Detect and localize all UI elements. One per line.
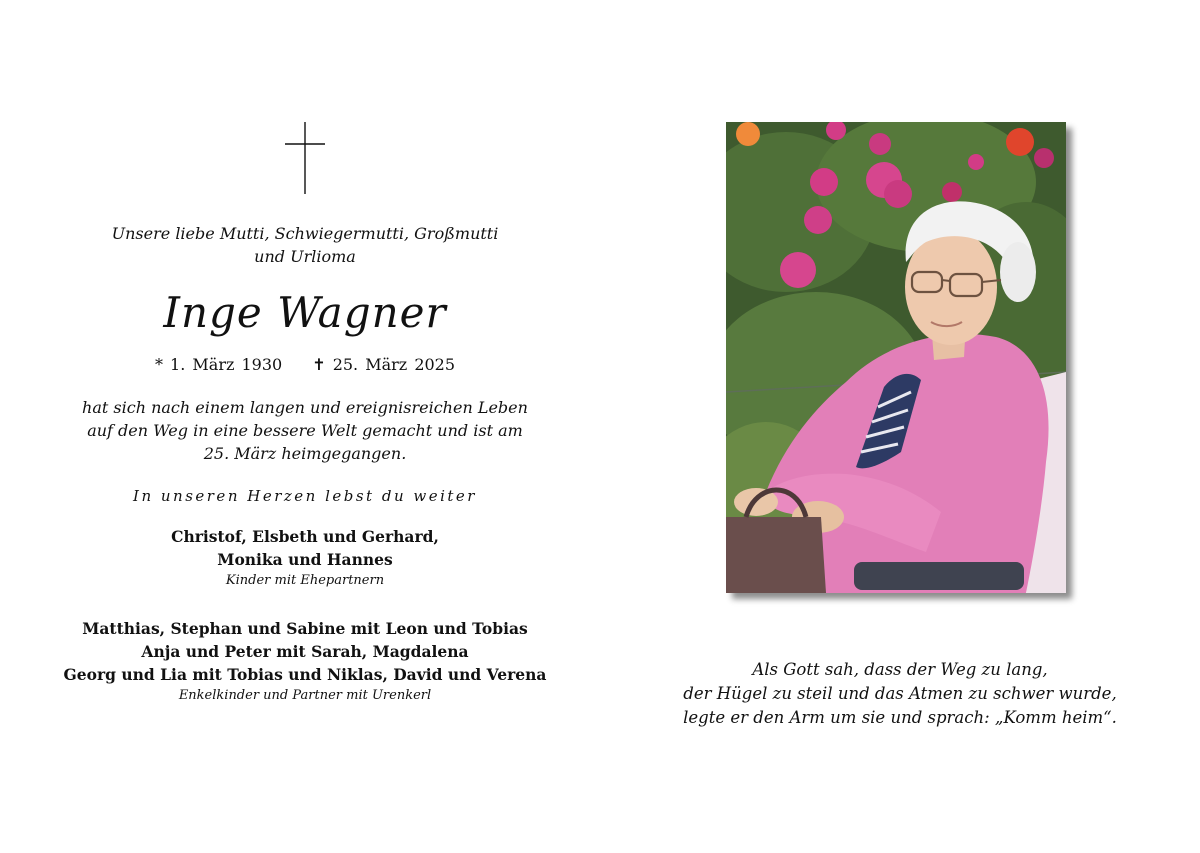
life-dates: [20, 355, 590, 374]
text-line: hat sich nach einem langen und ereignisreichen Leben: [82, 398, 528, 417]
closing-quote: [620, 658, 1180, 730]
name-line: Monika und Hannes: [217, 550, 393, 569]
quote-line: Als Gott sah, dass der Weg zu lang,: [752, 660, 1048, 679]
deceased-name: Inge Wagner: [163, 288, 447, 337]
death-date: ✝ 25. März 2025: [312, 355, 456, 374]
children-role: Kinder mit Ehepartnern: [225, 573, 385, 588]
intro-line: und Urlioma: [254, 247, 356, 266]
intro-line: Unsere liebe Mutti, Schwiegermutti, Großmutti: [111, 224, 499, 243]
name-line: Matthias, Stephan und Sabine mit Leon und Tobias: [82, 619, 528, 638]
children-names: [20, 525, 590, 571]
text-line: 25. März heimgegangen.: [203, 444, 407, 463]
motto: In unseren Herzen lebst du weiter: [133, 487, 477, 505]
birth-date: * 1. März 1930: [154, 355, 283, 374]
left-panel: [20, 110, 590, 706]
cross-icon: [283, 120, 327, 196]
name-line: Anja und Peter mit Sarah, Magdalena: [141, 642, 469, 661]
text-line: auf den Weg in eine bessere Welt gemacht und ist am: [87, 421, 523, 440]
grandchildren-role: Enkelkinder und Partner mit Urenkerl: [178, 688, 432, 703]
name-line: Georg und Lia mit Tobias und Niklas, David und Verena: [63, 665, 547, 684]
obituary-text: [20, 396, 590, 465]
grandchildren-names: [20, 617, 590, 686]
portrait-photo: [726, 122, 1066, 593]
name-line: Christof, Elsbeth und Gerhard,: [171, 527, 439, 546]
quote-line: legte er den Arm um sie und sprach: „Komm heim“.: [683, 708, 1117, 727]
intro-text: [20, 222, 590, 268]
quote-line: der Hügel zu steil und das Atmen zu schwer wurde,: [683, 684, 1117, 703]
